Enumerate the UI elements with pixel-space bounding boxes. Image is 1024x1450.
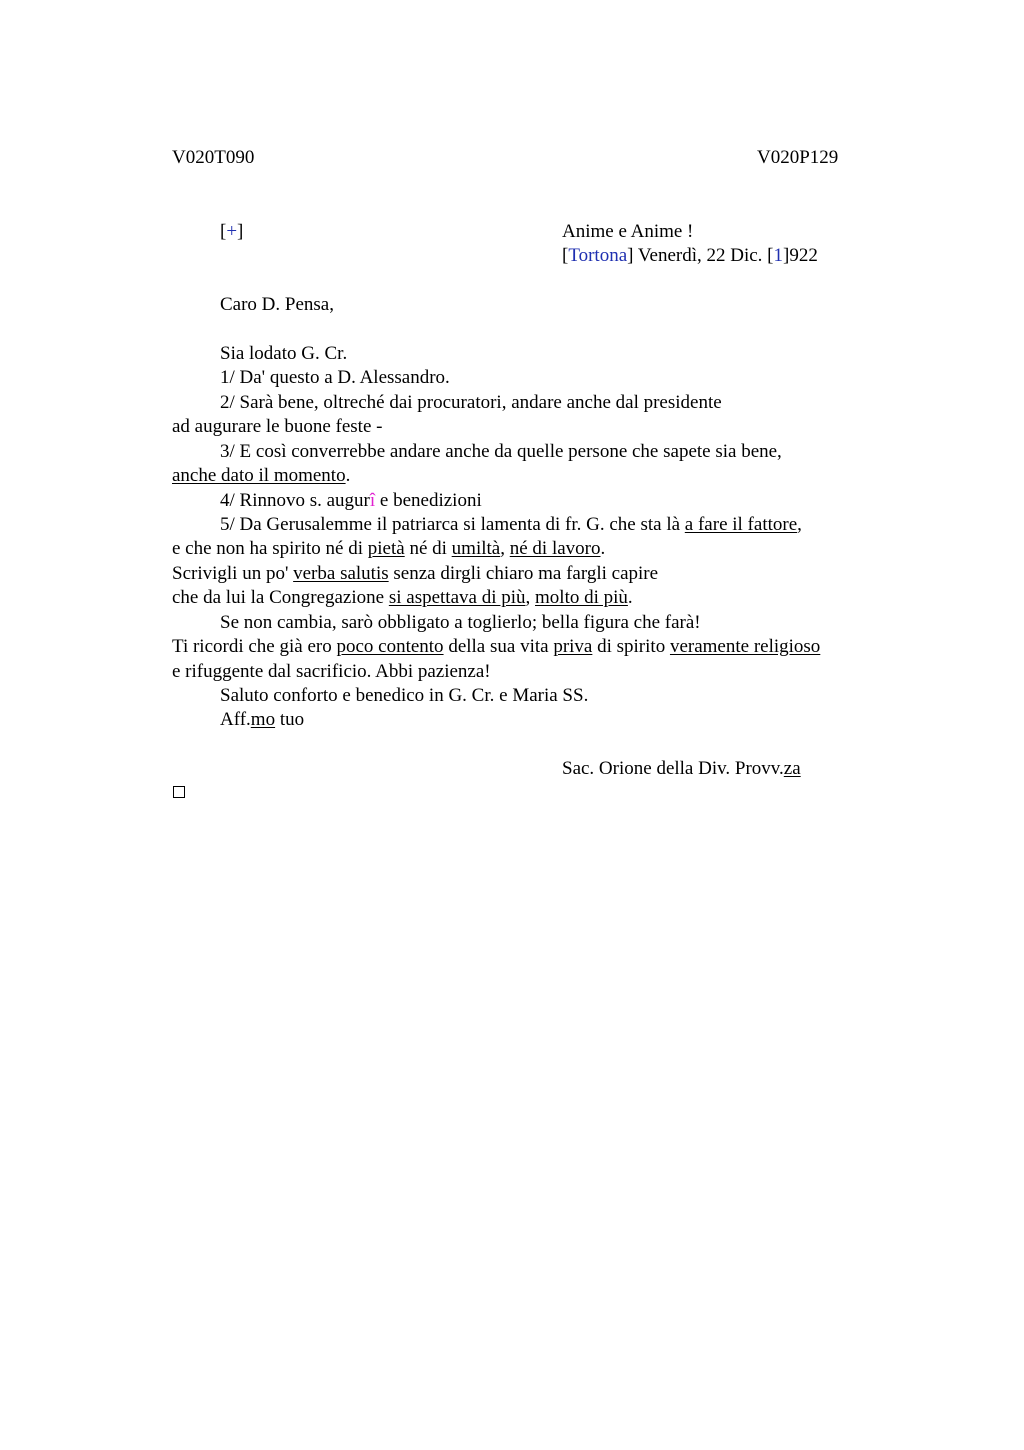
paragraph-5-line-2: e che non ha spirito né di pietà né di umiltà, né di lavoro. bbox=[172, 538, 606, 559]
paragraph-2-line-1: 2/ Sarà bene, oltreché dai procuratori, andare anche dal presidente bbox=[220, 392, 722, 413]
paragraph-5-line-4: che da lui la Congregazione si aspettava di più, molto di più. bbox=[172, 587, 633, 608]
document-code-right: V020P129 bbox=[757, 147, 839, 168]
paragraph-3-line-1: 3/ E così converrebbe andare anche da quelle persone che sapete sia bene, bbox=[220, 441, 782, 462]
paragraph-2-line-2: ad augurare le buone feste - bbox=[172, 416, 383, 437]
affectionate-close: Aff.mo tuo bbox=[220, 709, 305, 730]
place-date: [Tortona] Venerdì, 22 Dic. [1]922 bbox=[562, 245, 818, 266]
paragraph-4: 4/ Rinnovo s. augurî e benedizioni bbox=[220, 490, 482, 511]
end-marker-icon bbox=[173, 786, 185, 798]
paragraph-5-line-1: 5/ Da Gerusalemme il patriarca si lamenta di fr. G. che sta là a fare il fattore, bbox=[220, 514, 802, 535]
signature: Sac. Orione della Div. Provv.za bbox=[562, 758, 801, 779]
paragraph-5-line-3: Scrivigli un po' verba salutis senza dirgli chiaro ma fargli capire bbox=[172, 563, 659, 584]
closing: Saluto conforto e benedico in G. Cr. e Maria SS. bbox=[220, 685, 589, 706]
place-name: Tortona bbox=[568, 245, 628, 266]
salutation: Caro D. Pensa, bbox=[220, 294, 334, 315]
correction-mark: î bbox=[369, 490, 376, 511]
greeting: Sia lodato G. Cr. bbox=[220, 343, 348, 364]
paragraph-7-line-2: e rifuggente dal sacrificio. Abbi pazienza! bbox=[172, 661, 491, 682]
cross-icon: + bbox=[226, 221, 238, 242]
paragraph-3-line-2: anche dato il momento. bbox=[172, 465, 351, 486]
paragraph-6: Se non cambia, sarò obbligato a toglierlo; bella figura che farà! bbox=[220, 612, 701, 633]
document-code-left: V020T090 bbox=[172, 147, 255, 168]
paragraph-1: 1/ Da' questo a D. Alessandro. bbox=[220, 367, 450, 388]
cross-mark: [+] bbox=[220, 221, 244, 242]
motto: Anime e Anime ! bbox=[562, 221, 694, 242]
paragraph-7-line-1: Ti ricordi che già ero poco contento della sua vita priva di spirito veramente religioso bbox=[172, 636, 821, 657]
